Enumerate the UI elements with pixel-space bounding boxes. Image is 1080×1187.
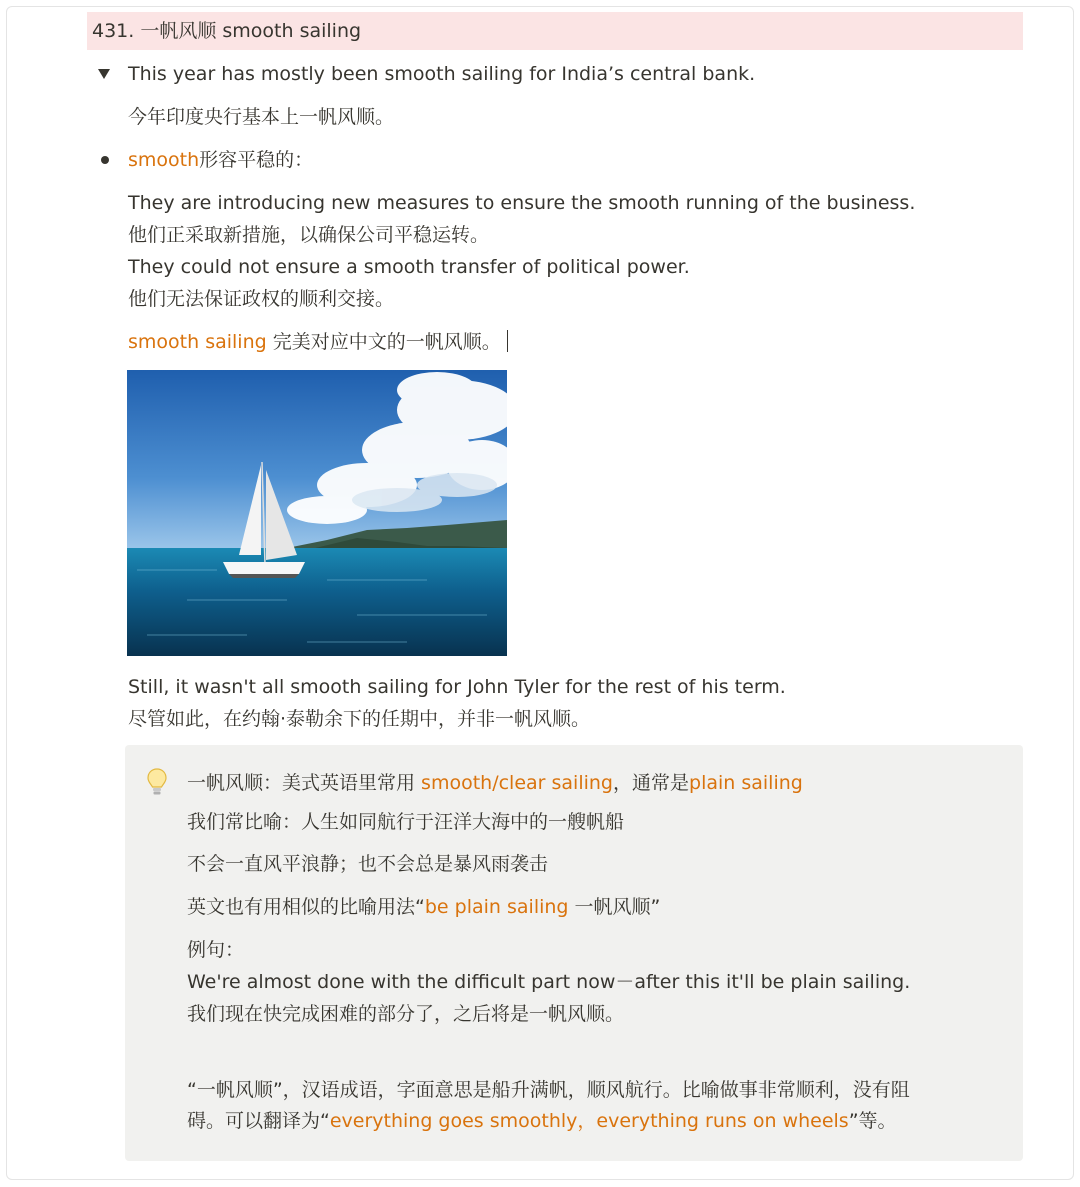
callout-line-3: 不会一直风平浪静；也不会总是暴风雨袭击 bbox=[187, 853, 549, 875]
callout-idiom-prefix: 碍。可以翻译为“ bbox=[187, 1110, 330, 1132]
after-image-en: Still, it wasn't all smooth sailing for John Tyler for the rest of his term. bbox=[128, 676, 786, 698]
example-1-zh: 他们正采取新措施，以确保公司平稳运转。 bbox=[128, 224, 490, 246]
callout-example-label: 例句： bbox=[187, 939, 245, 961]
callout-line-1-highlight-1: smooth/clear sailing bbox=[421, 772, 613, 794]
example-2-en: They could not ensure a smooth transfer of political power. bbox=[128, 256, 690, 278]
toggle-sentence-en: This year has mostly been smooth sailing for India’s central bank. bbox=[128, 63, 756, 85]
title-number: 431. bbox=[92, 20, 135, 42]
callout-line-4-prefix: 英文也有用相似的比喻用法“ bbox=[187, 896, 425, 918]
sailboat-photo[interactable] bbox=[127, 370, 507, 656]
match-highlight: smooth sailing bbox=[128, 331, 267, 353]
page-title bbox=[92, 18, 361, 44]
callout-line-1 bbox=[187, 770, 803, 796]
callout-idiom-suffix: ”等。 bbox=[848, 1110, 897, 1132]
callout-line-2: 我们常比喻：人生如同航行于汪洋大海中的一艘帆船 bbox=[187, 811, 625, 833]
title-text: 一帆风顺 smooth sailing bbox=[140, 20, 362, 42]
example-2-zh: 他们无法保证政权的顺利交接。 bbox=[128, 288, 395, 310]
match-line[interactable] bbox=[128, 329, 508, 355]
toggle-triangle-icon[interactable] bbox=[96, 64, 112, 84]
callout-example-en: We're almost done with the difficult part now－after this it'll be plain sailing. bbox=[187, 971, 911, 993]
callout-line-4-highlight: be plain sailing bbox=[424, 896, 569, 918]
callout-example-zh: 我们现在快完成困难的部分了，之后将是一帆风顺。 bbox=[187, 1003, 625, 1025]
callout-line-1-middle: ，通常是 bbox=[613, 772, 690, 794]
callout-idiom-line-2 bbox=[187, 1108, 897, 1134]
callout-idiom-line-1: “一帆风顺”，汉语成语，字面意思是船升满帆，顺风航行。比喻做事非常顺利，没有阻 bbox=[187, 1079, 910, 1101]
callout-line-1-prefix: 一帆风顺：美式英语里常用 bbox=[187, 772, 422, 794]
callout-line-1-highlight-2: plain sailing bbox=[689, 772, 803, 794]
title-block[interactable] bbox=[87, 12, 1023, 50]
bullet-dot-icon bbox=[101, 156, 109, 164]
after-image-zh: 尽管如此，在约翰·泰勒余下的任期中，并非一帆风顺。 bbox=[128, 708, 591, 730]
bullet-definition: 形容平稳的： bbox=[199, 149, 314, 171]
match-rest: 完美对应中文的一帆风顺。 bbox=[266, 331, 501, 353]
example-1-en: They are introducing new measures to ensure the smooth running of the business. bbox=[128, 192, 916, 214]
toggle-sentence-zh: 今年印度央行基本上一帆风顺。 bbox=[128, 106, 395, 128]
text-cursor bbox=[507, 330, 508, 352]
callout-idiom-highlight: everything goes smoothly，everything runs on wheels bbox=[329, 1110, 849, 1132]
callout-line-4 bbox=[187, 894, 660, 920]
callout-line-4-suffix: 一帆风顺” bbox=[568, 896, 661, 918]
bullet-item bbox=[128, 147, 313, 173]
lightbulb-icon[interactable] bbox=[146, 767, 168, 797]
bullet-keyword: smooth bbox=[128, 149, 200, 171]
